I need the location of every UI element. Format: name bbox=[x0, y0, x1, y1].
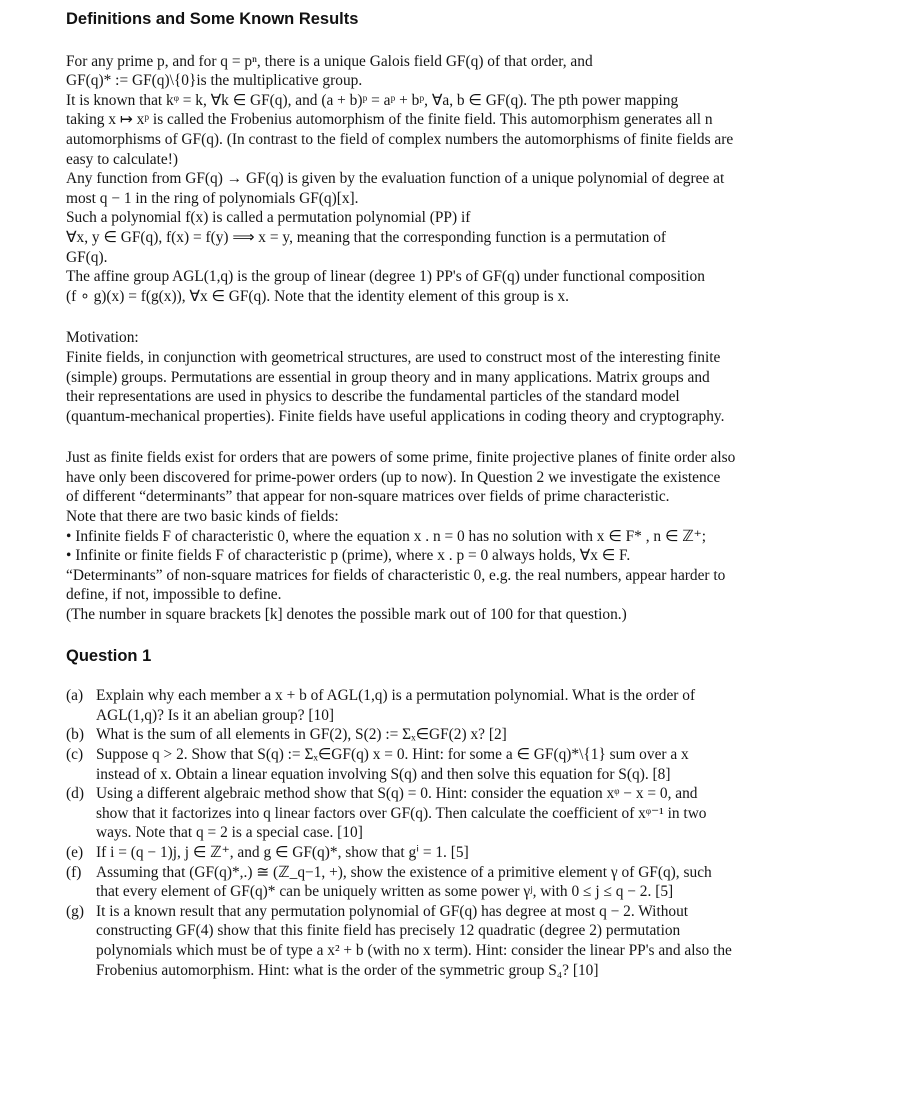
text-line: Suppose q > 2. Show that S(q) := Σₓ∈GF(q) x = 0. Hint: for some a ∈ GF(q)*\{1} sum over a x bbox=[96, 746, 689, 763]
question-label: (e) bbox=[66, 843, 84, 861]
text-line: Finite fields, in conjunction with geometrical structures, are used to construct most of the interesting finite bbox=[66, 348, 721, 366]
text-line: their representations are used in physics to describe the fundamental particles of the standard model bbox=[66, 388, 680, 406]
text-line: show that it factorizes into q linear factors over GF(q). Then calculate the coefficient of xᵠ⁻¹ in two bbox=[96, 804, 707, 822]
text-line: taking x ↦ xᵖ is called the Frobenius automorphism of the finite field. This automorphism generates all n bbox=[66, 111, 713, 129]
text-line: automorphisms of GF(q). (In contrast to the field of complex numbers the automorphisms of finite fields are bbox=[66, 130, 734, 148]
text-line: instead of x. Obtain a linear equation involving S(q) and then solve this equation for S(q). [8] bbox=[96, 765, 671, 783]
question-label: (b) bbox=[66, 726, 84, 744]
question-item-d bbox=[66, 784, 866, 843]
text-line: ways. Note that q = 2 is a special case. [10] bbox=[96, 824, 363, 842]
text-line: easy to calculate!) bbox=[66, 150, 178, 168]
text-line: (quantum-mechanical properties). Finite fields have useful applications in coding theory and cryptography. bbox=[66, 407, 725, 425]
text-line: Note that there are two basic kinds of fields: bbox=[66, 508, 339, 526]
question-text bbox=[96, 843, 866, 863]
text-line: constructing GF(4) show that this finite field has precisely 12 quadratic (degree 2) permutation bbox=[96, 922, 681, 940]
question-item-b bbox=[66, 725, 866, 745]
text-line: Explain why each member a x + b of AGL(1,q) is a permutation polynomial. What is the order of bbox=[96, 687, 696, 705]
question-text bbox=[96, 784, 866, 843]
text-line: Just as finite fields exist for orders that are powers of some prime, finite projective planes of finite order also bbox=[66, 449, 736, 467]
text-line: of different “determinants” that appear for non-square matrices over fields of prime characteristic. bbox=[66, 488, 670, 506]
text-line: If i = (q − 1)j, j ∈ ℤ⁺, and g ∈ GF(q)*, show that gⁱ = 1. [5] bbox=[96, 843, 469, 861]
question-item-a bbox=[66, 686, 866, 725]
motivation-block bbox=[66, 328, 866, 426]
question-list bbox=[66, 686, 866, 980]
text-line: “Determinants” of non-square matrices for fields of characteristic 0, e.g. the real numbers, appear harder to bbox=[66, 566, 726, 584]
question-text bbox=[96, 902, 866, 980]
question-text bbox=[96, 863, 866, 902]
text-line: Using a different algebraic method show that S(q) = 0. Hint: consider the equation xᵠ − x = 0, and bbox=[96, 785, 698, 803]
text-line: It is a known result that any permutation polynomial of GF(q) has degree at most q − 2. Without bbox=[96, 902, 689, 920]
question-label: (d) bbox=[66, 785, 84, 803]
bullet-item: • Infinite or finite fields F of characteristic p (prime), where x . p = 0 always holds, ∀x ∈ F. bbox=[66, 547, 631, 565]
text-line: Assuming that (GF(q)*,.) ≅ (ℤ_q−1, +), show the existence of a primitive element γ of GF(q), such bbox=[96, 863, 712, 881]
text-line: For any prime p, and for q = pⁿ, there is a unique Galois field GF(q) of that order, and bbox=[66, 52, 593, 70]
text-line: What is the sum of all elements in GF(2), S(2) := Σₓ∈GF(2) x? [2] bbox=[96, 726, 507, 744]
text-line: It is known that kᵠ = k, ∀k ∈ GF(q), and (a + b)ᵖ = aᵖ + bᵖ, ∀a, b ∈ GF(q). The pth power mapping bbox=[66, 91, 679, 109]
question-text bbox=[96, 686, 866, 725]
document-page bbox=[66, 6, 866, 980]
question-label: (f) bbox=[66, 863, 82, 881]
section-heading-definitions: Definitions and Some Known Results bbox=[66, 10, 359, 28]
text-line: GF(q)* := GF(q)\{0}is the multiplicative group. bbox=[66, 72, 363, 90]
text-line: polynomials which must be of type a x² + b (with no x term). Hint: consider the linear PP's and also the bbox=[96, 941, 732, 959]
question-item-f bbox=[66, 863, 866, 902]
text-line: that every element of GF(q)* can be uniquely written as some power γʲ, with 0 ≤ j ≤ q − 2. [5] bbox=[96, 883, 674, 901]
text-line: ∀x, y ∈ GF(q), f(x) = f(y) ⟹ x = y, meaning that the corresponding function is a permutation of bbox=[66, 228, 667, 246]
question-label: (g) bbox=[66, 902, 84, 920]
question-text bbox=[96, 725, 866, 745]
question-item-e bbox=[66, 843, 866, 863]
motivation-title: Motivation: bbox=[66, 329, 139, 347]
text-line: (The number in square brackets [k] denotes the possible mark out of 100 for that question.) bbox=[66, 606, 627, 624]
text-line: (simple) groups. Permutations are essential in group theory and in many applications. Matrix groups and bbox=[66, 368, 710, 386]
text-line: GF(q). bbox=[66, 248, 108, 266]
text-line: most q − 1 in the ring of polynomials GF(q)[x]. bbox=[66, 189, 359, 207]
question-item-g bbox=[66, 902, 866, 980]
text-line: (f ∘ g)(x) = f(g(x)), ∀x ∈ GF(q). Note that the identity element of this group is x. bbox=[66, 287, 570, 305]
question-label: (c) bbox=[66, 746, 84, 763]
text-line: Frobenius automorphism. Hint: what is the order of the symmetric group S₄? [10] bbox=[96, 961, 599, 979]
text-line: AGL(1,q)? Is it an abelian group? [10] bbox=[96, 706, 335, 724]
text-line: Such a polynomial f(x) is called a permutation polynomial (PP) if bbox=[66, 209, 471, 227]
question-label: (a) bbox=[66, 687, 84, 705]
text-line: have only been discovered for prime-power orders (up to now). In Question 2 we investigate the existence bbox=[66, 468, 721, 486]
question-text bbox=[96, 745, 866, 784]
question-item-c bbox=[66, 745, 866, 784]
text-line: define, if not, impossible to define. bbox=[66, 586, 282, 604]
definitions-block bbox=[66, 52, 866, 307]
section-heading-question-1: Question 1 bbox=[66, 646, 152, 665]
text-line: The affine group AGL(1,q) is the group of linear (degree 1) PP's of GF(q) under functional composition bbox=[66, 268, 705, 286]
text-line: Any function from GF(q) → GF(q) is given by the evaluation function of a unique polynomial of degree at bbox=[66, 170, 725, 188]
context-block bbox=[66, 448, 866, 624]
bullet-item: • Infinite fields F of characteristic 0, where the equation x . n = 0 has no solution with x ∈ F* , n ∈ ℤ⁺; bbox=[66, 527, 707, 545]
